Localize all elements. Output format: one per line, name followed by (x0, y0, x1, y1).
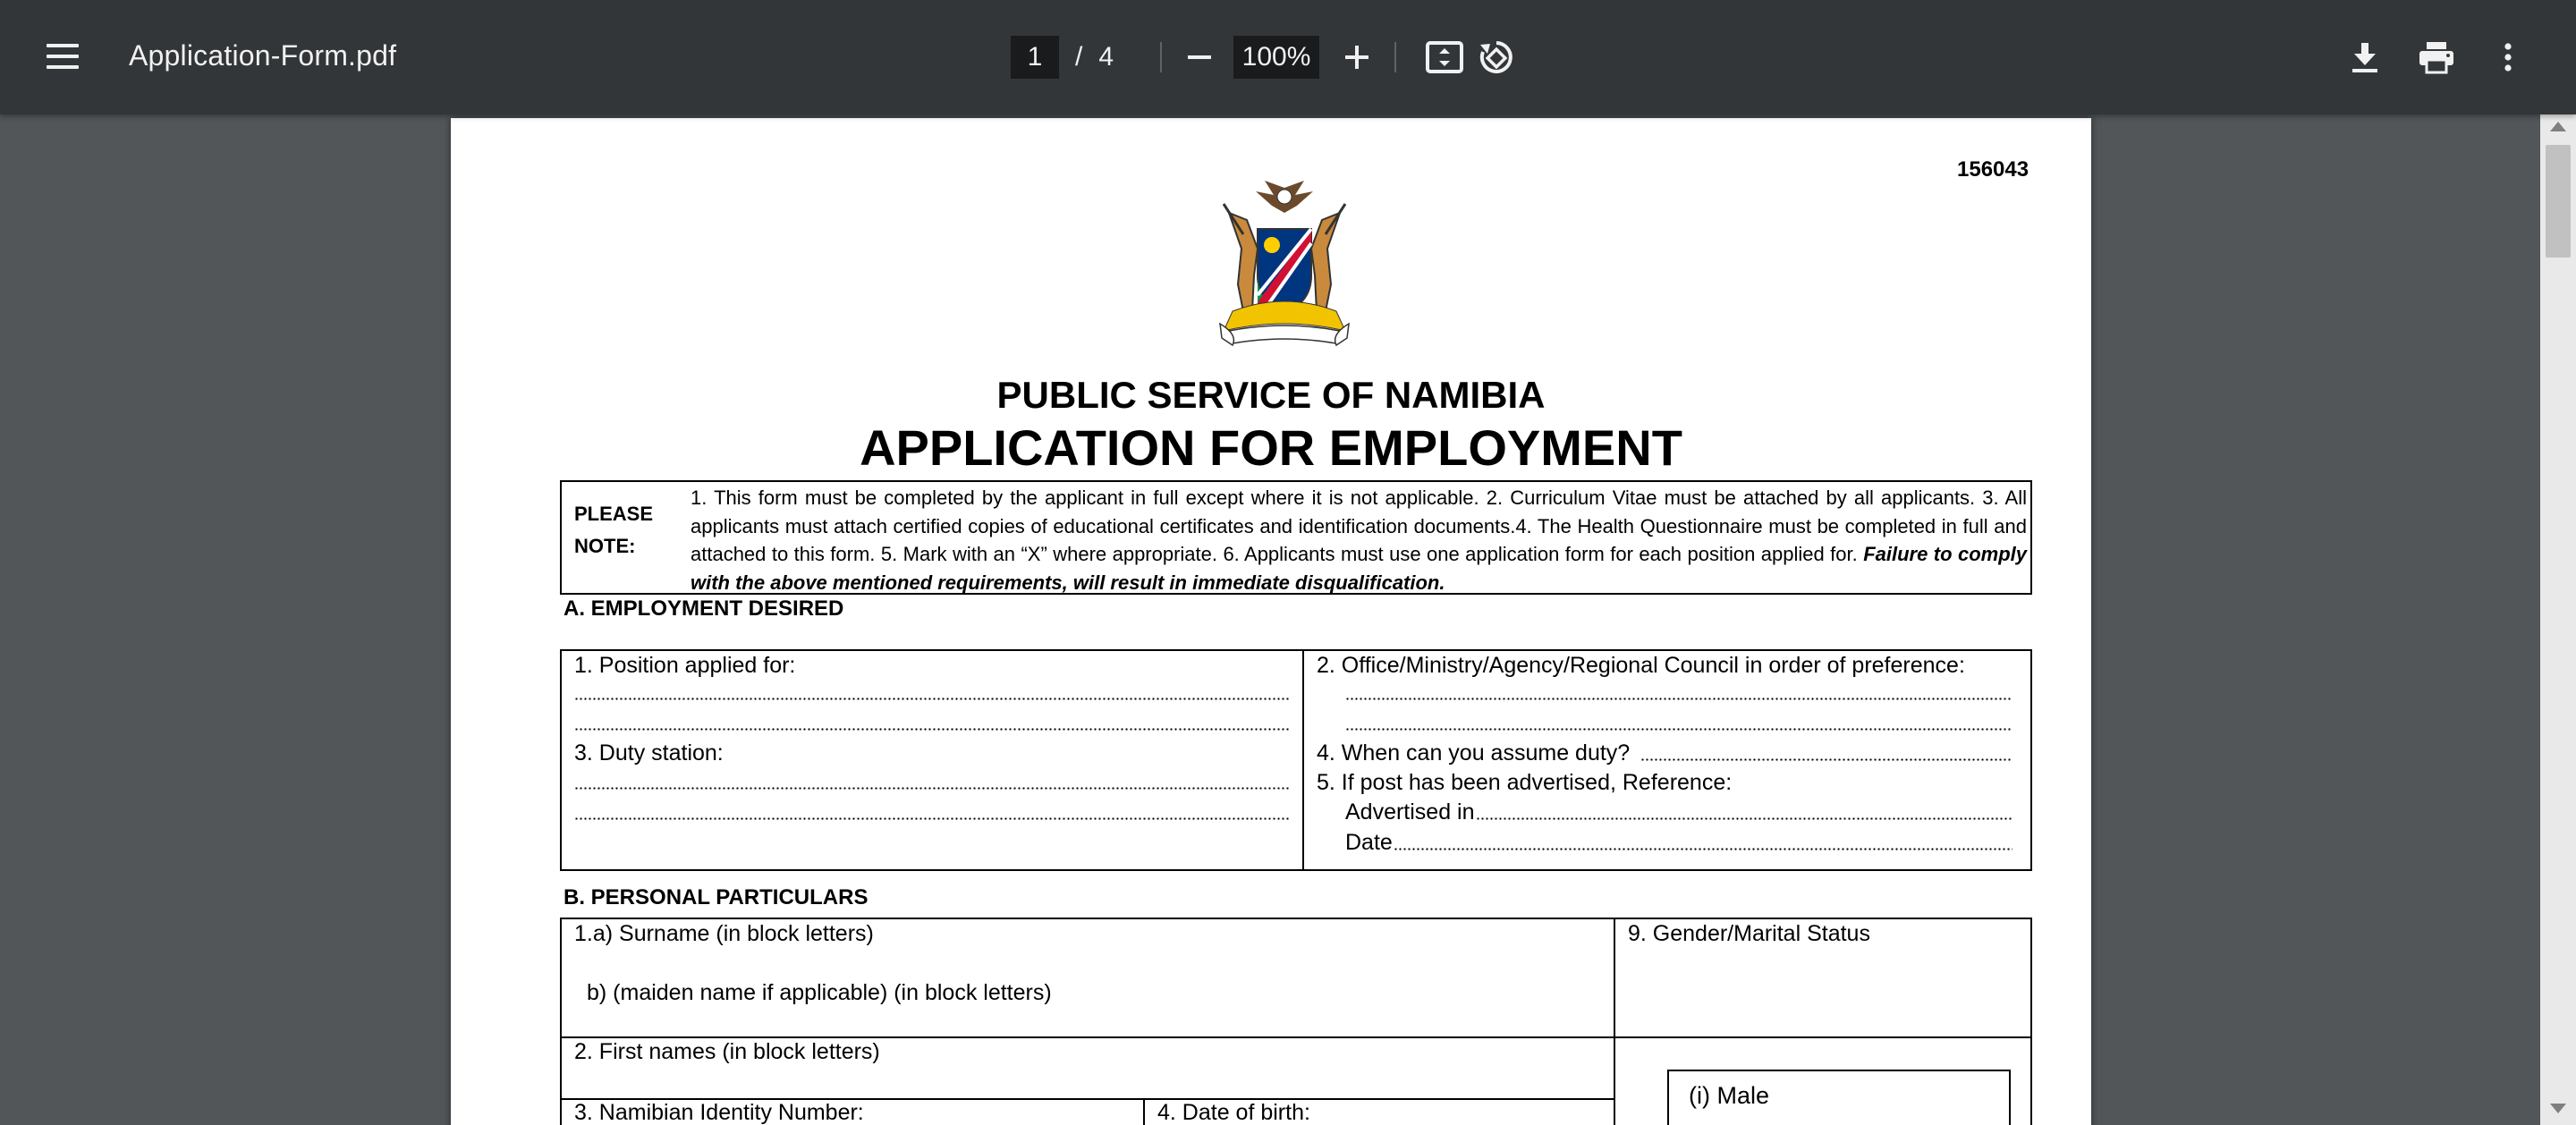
print-icon[interactable] (2411, 32, 2462, 82)
section-b-divider (1614, 918, 1615, 1125)
dotted-line[interactable] (1394, 848, 2012, 850)
section-b-title: B. PERSONAL PARTICULARS (564, 885, 869, 909)
note-label-line2: NOTE: (574, 535, 636, 557)
field-advertised-reference: 5. If post has been advertised, Reference: (1317, 770, 1733, 795)
form-number: 156043 (1957, 157, 2029, 182)
field-id-number: 3. Namibian Identity Number: (574, 1100, 864, 1125)
toolbar-actions (2340, 32, 2533, 82)
scrollbar[interactable] (2540, 114, 2576, 1125)
page-zoom-controls (1011, 32, 1521, 82)
zoom-in-icon[interactable] (1332, 32, 1382, 82)
scroll-down-arrow-icon[interactable] (2550, 1104, 2566, 1113)
scrollbar-thumb[interactable] (2546, 145, 2571, 258)
page-separator: / (1075, 42, 1083, 72)
section-a-divider (1302, 649, 1304, 871)
more-options-icon[interactable] (2483, 32, 2533, 82)
dotted-line[interactable] (574, 817, 1290, 820)
field-assume-duty: 4. When can you assume duty? (1317, 740, 1631, 766)
note-warning: Failure to comply with the above mentioned requirements, will result in immediate disqualification. (691, 543, 2027, 594)
zoom-level-input[interactable]: 100% (1233, 36, 1319, 79)
section-b-col-line (1143, 1098, 1145, 1125)
fit-page-icon[interactable] (1419, 32, 1470, 82)
section-b-row-line (560, 1036, 2032, 1038)
page-total: 4 (1098, 42, 1114, 72)
field-maiden-name: b) (maiden name if applicable) (in block letters) (587, 980, 1052, 1005)
zoom-out-icon[interactable] (1174, 32, 1224, 82)
note-instructions: 1. This form must be completed by the applicant in full except where it is not applicable. 2. Curriculum Vitae must be attached by all applicants. 3. All applicants must attach certified copies of educational certificates and identification documents.4. The Health Questionnaire must be completed in full and attached to this form. 5. Mark with an “X” where appropriate. 6. Applicants must use one application form for each position applied for. (691, 486, 2027, 565)
field-surname: 1.a) Surname (in block letters) (574, 921, 874, 946)
field-date-of-birth: 4. Date of birth: (1157, 1100, 1310, 1125)
dotted-line[interactable] (574, 728, 1290, 731)
document-title: Application-Form.pdf (129, 39, 397, 72)
toolbar-divider (1160, 42, 1162, 72)
dotted-line[interactable] (1640, 758, 2012, 761)
hamburger-menu-icon[interactable] (45, 39, 80, 75)
rotate-icon[interactable] (1471, 32, 1521, 82)
field-advertised-in: Advertised in (1345, 799, 1475, 825)
field-position-applied: 1. Position applied for: (574, 653, 796, 678)
scroll-up-arrow-icon[interactable] (2550, 122, 2566, 131)
dotted-line[interactable] (1345, 698, 2012, 700)
page-number-input[interactable]: 1 (1011, 36, 1059, 79)
field-date: Date (1345, 830, 1393, 855)
heading-public-service: PUBLIC SERVICE OF NAMIBIA (996, 374, 1546, 416)
dotted-line[interactable] (1476, 817, 2012, 820)
dotted-line[interactable] (574, 787, 1290, 790)
field-duty-station: 3. Duty station: (574, 740, 724, 766)
field-first-names: 2. First names (in block letters) (574, 1039, 880, 1064)
note-text (691, 484, 2027, 596)
pdf-toolbar (0, 0, 2576, 114)
field-office-preference: 2. Office/Ministry/Agency/Regional Council in order of preference: (1317, 653, 1965, 678)
please-note-box (560, 480, 2032, 595)
field-gender-marital: 9. Gender/Marital Status (1628, 921, 1870, 946)
coat-of-arms-logo (1202, 177, 1367, 347)
heading-application: APPLICATION FOR EMPLOYMENT (860, 419, 1682, 476)
section-a-title: A. EMPLOYMENT DESIRED (564, 596, 844, 621)
pdf-page (451, 118, 2091, 1125)
toolbar-divider (1394, 42, 1396, 72)
note-label (574, 498, 653, 562)
dotted-line[interactable] (1345, 728, 2012, 731)
note-label-line1: PLEASE (574, 503, 654, 525)
download-icon[interactable] (2340, 32, 2390, 82)
dotted-line[interactable] (574, 698, 1290, 700)
gender-male-label: (i) Male (1689, 1082, 1770, 1109)
